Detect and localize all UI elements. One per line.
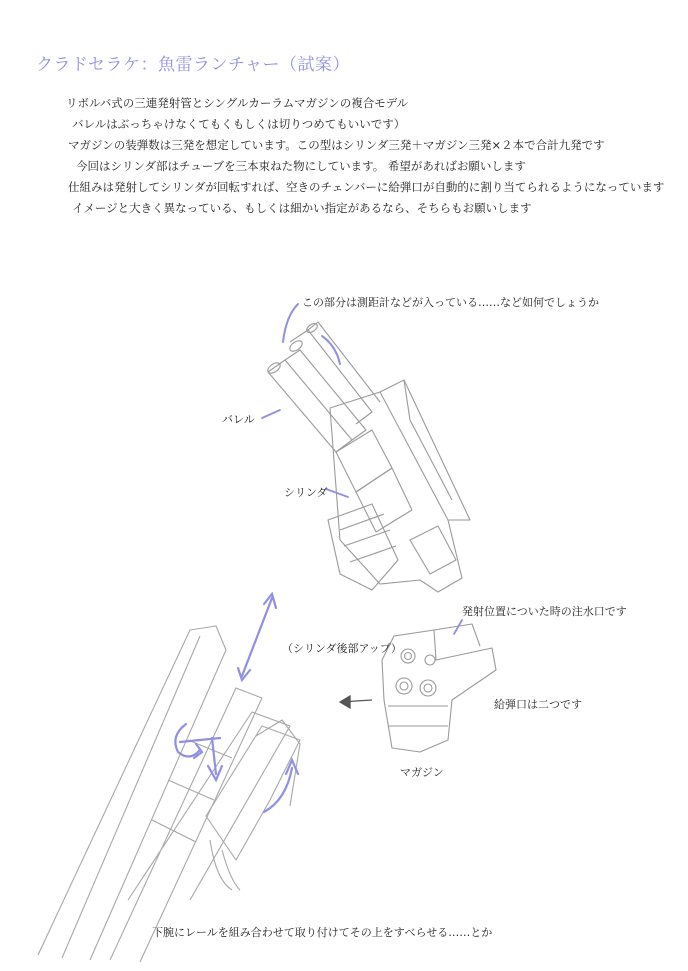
insert-arrow [340,696,372,708]
description-line-6: イメージと大きく異なっている、もしくは細かい指定があるなら、そちらもお願いします [72,201,532,215]
description-line-5: 仕組みは発射してシリンダが回転すれば、空きのチェンバーに給弾口が自動的に割り当てられるようになっています [68,180,665,194]
cylinder-rear-label: （シリンダ後部アップ） [282,642,402,655]
launcher-drawing [266,322,470,592]
cylinder-label: シリンダ [284,486,328,499]
feed-ports-label: 給弾口は二つです [494,698,582,711]
description-line-1: リボルバ式の三連発射管とシングルカーラムマガジンの複合モデル [66,96,409,110]
forearm-drawing [38,626,300,962]
sensor-annotation: この部分は測距計などが入っている……など如何でしょうか [302,296,599,309]
barrel-label: バレル [222,413,255,426]
description-line-4: 今回はシリンダ部はチューブを三本束ねた物にしています。 希望があればお願いします [76,159,526,173]
description-line-3: マガジンの装弾数は三発を想定しています。この型はシリンダ三発＋マガジン三発×２本で合計九発です [68,138,605,152]
water-inlet-label: 発射位置についた時の注水口です [462,605,627,618]
forearm-rail-label: 下腕にレールを組み合わせて取り付けてその上をすべらせる……とか [152,926,493,939]
magazine-label: マガジン [400,766,444,779]
description-line-2: バレルはぶっちゃけなくてもくもしくは切りつめてもいいです） [72,117,406,131]
page-title: クラドセラケ：魚雷ランチャー（試案） [36,55,350,75]
